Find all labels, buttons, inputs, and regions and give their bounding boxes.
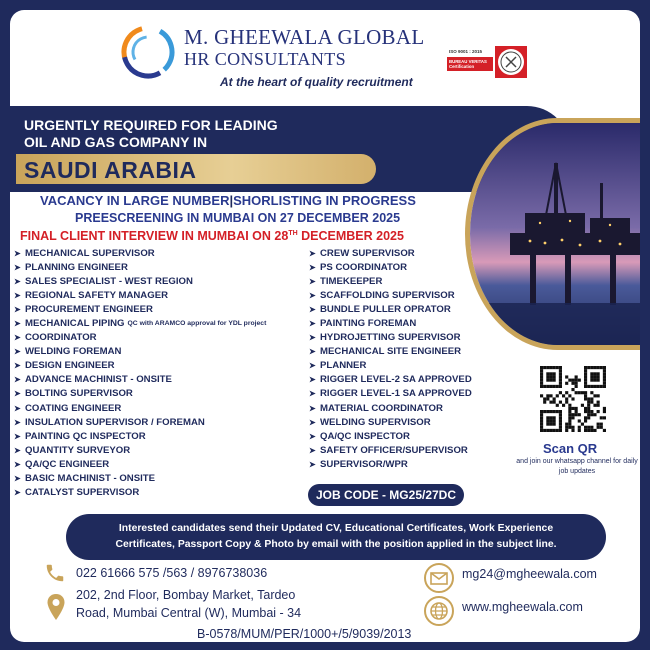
cert-body: BUREAU VERITAS Certification	[447, 57, 493, 71]
job-list-item	[309, 443, 472, 457]
job-title: SAFETY OFFICER/SUPERVISOR	[320, 444, 468, 456]
final-interview-line	[20, 229, 404, 243]
job-list-item	[14, 359, 266, 373]
job-list-item	[309, 457, 472, 471]
website-url[interactable]: www.mgheewala.com	[462, 600, 583, 614]
arrow-bullet-icon: ➤	[14, 488, 21, 498]
job-list-item	[14, 274, 266, 288]
arrow-bullet-icon: ➤	[14, 262, 21, 272]
arrow-bullet-icon: ➤	[309, 389, 316, 399]
arrow-bullet-icon: ➤	[14, 375, 21, 385]
job-title: CATALYST SUPERVISOR	[25, 487, 140, 499]
job-list-item	[309, 373, 472, 387]
application-text-1: Interested candidates send their Updated CV, Educational Certificates, Work Experience	[118, 523, 554, 534]
bureau-veritas-seal-icon	[494, 45, 528, 79]
banner-line-2: OIL AND GAS COMPANY IN	[24, 134, 208, 150]
job-title: PROCUREMENT ENGINEER	[25, 303, 153, 315]
license-number: B-0578/MUM/PER/1000+/5/9039/2013	[197, 627, 412, 641]
job-list-item	[14, 401, 266, 415]
job-title: PAINTING FOREMAN	[320, 318, 417, 330]
arrow-bullet-icon: ➤	[309, 445, 316, 455]
arrow-bullet-icon: ➤	[14, 290, 21, 300]
arrow-bullet-icon: ➤	[309, 361, 316, 371]
arrow-bullet-icon: ➤	[309, 403, 316, 413]
arrow-bullet-icon: ➤	[14, 389, 21, 399]
arrow-bullet-icon: ➤	[14, 417, 21, 427]
job-list-item	[14, 486, 266, 500]
vacancy-line	[40, 193, 416, 208]
arrow-bullet-icon: ➤	[14, 445, 21, 455]
job-list-item	[14, 260, 266, 274]
application-instructions	[66, 514, 606, 560]
job-title: MECHANICAL SUPERVISOR	[25, 247, 155, 259]
arrow-bullet-icon: ➤	[309, 459, 316, 469]
job-title: WELDING SUPERVISOR	[320, 416, 431, 428]
country-name: SAUDI ARABIA	[24, 157, 197, 183]
email-address[interactable]: mg24@mgheewala.com	[462, 567, 597, 581]
job-title: PS COORDINATOR	[320, 261, 408, 273]
tagline: At the heart of quality recruitment	[220, 75, 413, 89]
job-title: SALES SPECIALIST - WEST REGION	[25, 275, 193, 287]
job-list-item	[309, 246, 472, 260]
job-list-item	[14, 443, 266, 457]
job-title: SCAFFOLDING SUPERVISOR	[320, 289, 455, 301]
arrow-bullet-icon: ➤	[309, 375, 316, 385]
job-list-item	[309, 415, 472, 429]
job-title: WELDING FOREMAN	[25, 346, 122, 358]
job-title: INSULATION SUPERVISOR / FOREMAN	[25, 416, 205, 428]
job-title: COORDINATOR	[25, 332, 97, 344]
arrow-bullet-icon: ➤	[14, 459, 21, 469]
job-title: PLANNING ENGINEER	[25, 261, 128, 273]
address-line-1: 202, 2nd Floor, Bombay Market, Tardeo	[76, 588, 296, 602]
arrow-bullet-icon: ➤	[309, 431, 316, 441]
arrow-bullet-icon: ➤	[309, 333, 316, 343]
job-title: COATING ENGINEER	[25, 402, 122, 414]
banner-line-1: URGENTLY REQUIRED FOR LEADING	[24, 117, 278, 133]
job-list-item	[309, 331, 472, 345]
arrow-bullet-icon: ➤	[14, 248, 21, 258]
job-list-item	[309, 359, 472, 373]
job-list-item	[309, 316, 472, 330]
arrow-bullet-icon: ➤	[14, 276, 21, 286]
job-title: QUANTITY SURVEYOR	[25, 444, 131, 456]
job-list-item	[309, 387, 472, 401]
arrow-bullet-icon: ➤	[309, 262, 316, 272]
arrow-bullet-icon: ➤	[14, 319, 21, 329]
job-title: MECHANICAL SITE ENGINEER	[320, 346, 462, 358]
arrow-bullet-icon: ➤	[309, 290, 316, 300]
globe-icon	[424, 596, 454, 626]
job-note: QC with ARAMCO approval for YDL project	[127, 320, 267, 328]
cert-text-block	[447, 43, 493, 81]
job-list-item	[309, 260, 472, 274]
cert-standard: ISO 9001 : 2015	[449, 49, 483, 54]
job-title: DESIGN ENGINEER	[25, 360, 115, 372]
arrow-bullet-icon: ➤	[309, 417, 316, 427]
vacancy-separator: |	[229, 193, 234, 208]
arrow-bullet-icon: ➤	[14, 403, 21, 413]
arrow-bullet-icon: ➤	[309, 319, 316, 329]
job-list-item	[14, 246, 266, 260]
job-list-item	[309, 288, 472, 302]
job-list-item	[14, 387, 266, 401]
job-list-item	[14, 415, 266, 429]
phone-icon	[44, 562, 66, 584]
company-name: M. GHEEWALA GLOBAL	[184, 25, 425, 49]
job-title: BASIC MACHINIST - ONSITE	[25, 473, 156, 485]
qr-code-icon[interactable]	[540, 366, 606, 432]
job-list-item	[14, 302, 266, 316]
phone-number[interactable]: 022 61666 575 /563 / 8976738036	[76, 566, 268, 580]
job-list-item	[14, 288, 266, 302]
job-list-item	[14, 472, 266, 486]
job-list-item	[309, 302, 472, 316]
address-line-2: Road, Mumbai Central (W), Mumbai - 34	[76, 606, 302, 620]
job-advert	[10, 10, 640, 642]
job-list-item	[14, 429, 266, 443]
job-title: MATERIAL COORDINATOR	[320, 402, 443, 414]
arrow-bullet-icon: ➤	[14, 347, 21, 357]
job-list-item	[14, 345, 266, 359]
job-title: MECHANICAL PIPING	[25, 318, 125, 330]
job-list-item	[309, 274, 472, 288]
job-list-left	[14, 246, 266, 500]
scan-qr-title: Scan QR	[543, 441, 598, 456]
company-subtitle: HR CONSULTANTS	[184, 49, 347, 69]
oil-platform-image-icon	[470, 123, 640, 350]
prescreening-line: PREESCREENING IN MUMBAI ON 27 DECEMBER 2025	[75, 211, 401, 225]
application-text-2: Certificates, Passport Copy & Photo by email with the position applied in the subject line.	[115, 539, 557, 550]
arrow-bullet-icon: ➤	[309, 347, 316, 357]
arrow-bullet-icon: ➤	[309, 304, 316, 314]
job-title: QA/QC ENGINEER	[25, 458, 110, 470]
job-title: QA/QC INSPECTOR	[320, 430, 410, 442]
job-title: TIMEKEEPER	[320, 275, 383, 287]
job-title: REGIONAL SAFETY MANAGER	[25, 289, 169, 301]
job-title: HYDROJETTING SUPERVISOR	[320, 332, 461, 344]
job-list-item	[14, 457, 266, 471]
email-icon	[424, 563, 454, 593]
oil-rig-photo	[465, 118, 640, 350]
certification-badge	[447, 43, 531, 81]
job-title: BUNDLE PULLER OPRATOR	[320, 303, 451, 315]
job-title: CREW SUPERVISOR	[320, 247, 415, 259]
arrow-bullet-icon: ➤	[309, 276, 316, 286]
job-title: SUPERVISOR/WPR	[320, 458, 408, 470]
company-logo-icon	[120, 24, 176, 80]
final-interview-prefix: FINAL CLIENT INTERVIEW IN MUMBAI ON 28	[20, 229, 289, 243]
arrow-bullet-icon: ➤	[309, 248, 316, 258]
arrow-bullet-icon: ➤	[14, 304, 21, 314]
job-list-item	[309, 345, 472, 359]
arrow-bullet-icon: ➤	[14, 474, 21, 484]
arrow-bullet-icon: ➤	[14, 333, 21, 343]
job-list-item	[14, 373, 266, 387]
arrow-bullet-icon: ➤	[14, 431, 21, 441]
final-interview-rest: DECEMBER 2025	[297, 229, 404, 243]
job-list-item	[14, 331, 266, 345]
scan-qr-subtitle: and join our whatsapp channel for daily job updates	[516, 458, 638, 475]
final-interview-ordinal: TH	[288, 229, 298, 237]
job-title: ADVANCE MACHINIST - ONSITE	[25, 374, 172, 386]
arrow-bullet-icon: ➤	[14, 361, 21, 371]
job-title: PAINTING QC INSPECTOR	[25, 430, 146, 442]
vacancy-left-text: VACANCY IN LARGE NUMBER	[40, 193, 230, 208]
job-list-right	[309, 246, 472, 472]
job-title: RIGGER LEVEL-1 SA APPROVED	[320, 388, 472, 400]
job-list-item	[14, 316, 266, 330]
job-list-item	[309, 401, 472, 415]
job-title: BOLTING SUPERVISOR	[25, 388, 133, 400]
job-title: RIGGER LEVEL-2 SA APPROVED	[320, 374, 472, 386]
vacancy-right-text: SHORLISTING IN PROGRESS	[233, 193, 416, 208]
job-list-item	[309, 429, 472, 443]
job-code-badge: JOB CODE - MG25/27DC	[308, 484, 464, 506]
location-pin-icon	[46, 593, 66, 621]
job-title: PLANNER	[320, 360, 367, 372]
